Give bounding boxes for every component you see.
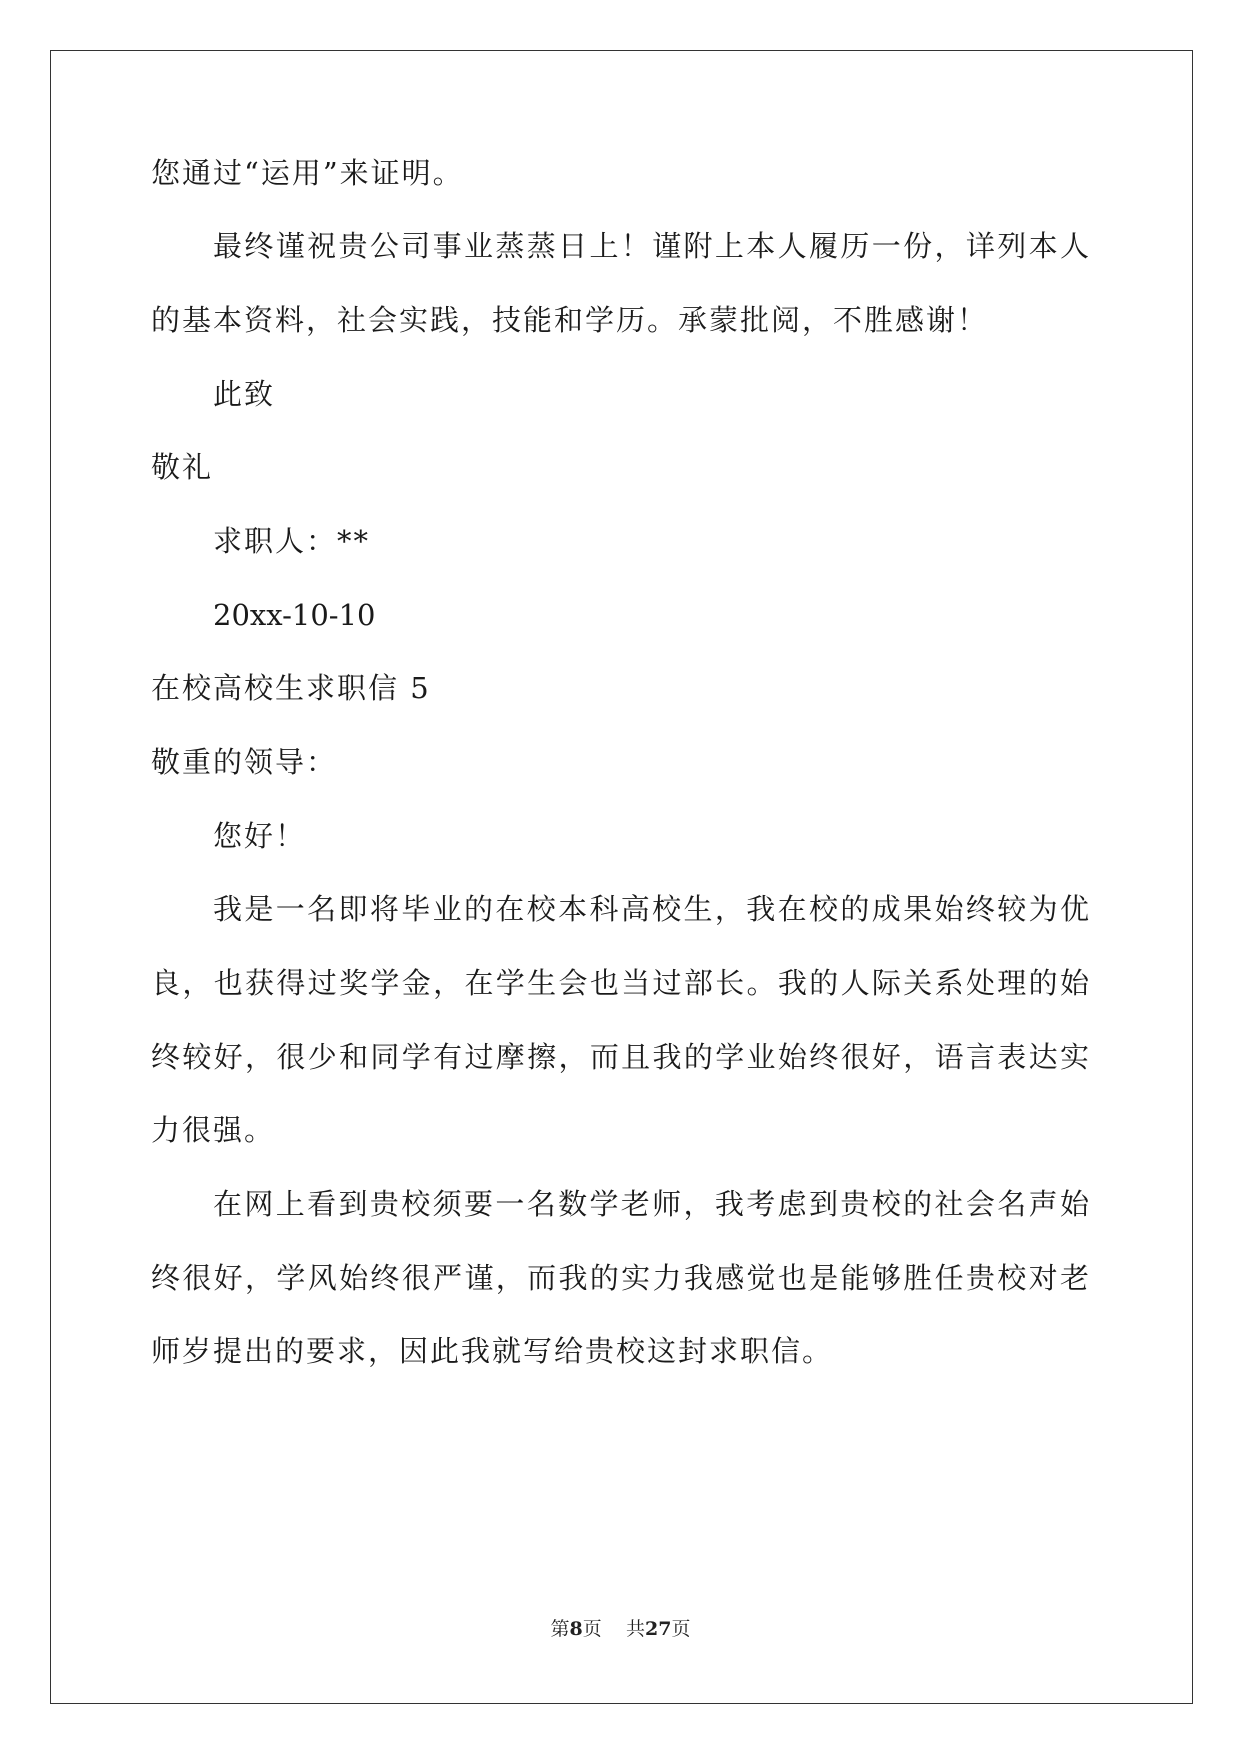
text-line: 师岁提出的要求，因此我就写给贵校这封求职信。 <box>151 1334 834 1368</box>
total-pages: 27 <box>644 1618 672 1640</box>
page-suffix: 页 <box>582 1618 602 1640</box>
text-line: 力很强。 <box>151 1113 276 1147</box>
text-line: 您通过“运用”来证明。 <box>151 156 464 190</box>
text-line: 终较好，很少和同学有过摩擦，而且我的学业始终很好，语言表达实 <box>151 1040 1089 1074</box>
page-prefix: 第 <box>550 1618 570 1640</box>
text-line: 在网上看到贵校须要一名数学老师，我考虑到贵校的社会名声始 <box>213 1187 1089 1221</box>
text-line: 敬礼 <box>151 450 214 484</box>
text-line: 的基本资料，社会实践，技能和学历。承蒙批阅，不胜感谢！ <box>151 303 989 337</box>
text-line: 求职人：** <box>213 524 371 558</box>
text-line: 此致 <box>213 377 276 411</box>
text-line: 终很好，学风始终很严谨，而我的实力我感觉也是能够胜任贵校对老 <box>151 1261 1089 1295</box>
total-suffix: 页 <box>671 1618 691 1640</box>
page-footer <box>0 1617 1241 1641</box>
text-line: 我是一名即将毕业的在校本科高校生，我在校的成果始终较为优 <box>213 892 1089 926</box>
page-border <box>50 50 1193 1704</box>
section-heading: 在校高校生求职信 5 <box>151 671 431 705</box>
text-line: 最终谨祝贵公司事业蒸蒸日上！谨附上本人履历一份，详列本人 <box>213 229 1089 263</box>
text-line: 良，也获得过奖学金，在学生会也当过部长。我的人际关系处理的始 <box>151 966 1089 1000</box>
page-number: 8 <box>569 1618 583 1640</box>
text-line: 20xx-10-10 <box>213 598 376 632</box>
total-prefix: 共 <box>625 1618 645 1640</box>
salutation: 敬重的领导： <box>151 745 338 779</box>
greeting: 您好！ <box>213 819 307 853</box>
